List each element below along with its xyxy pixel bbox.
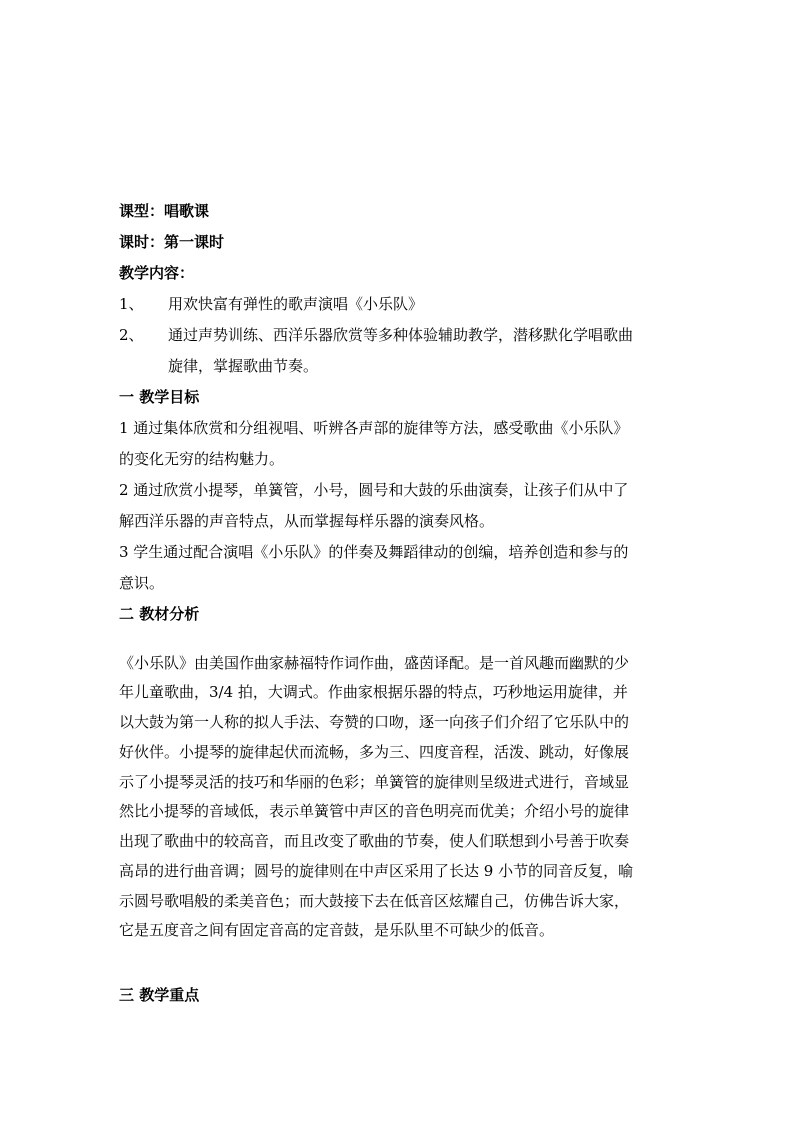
lesson-type: 课型：唱歌课 — [119, 202, 210, 220]
objective-1-line-2: 的变化无穷的结构魅力。 — [119, 450, 285, 468]
section-2-title: 二 教材分析 — [119, 605, 200, 623]
content-item-1-text: 用欢快富有弹性的歌声演唱《小乐队》 — [168, 295, 424, 313]
content-label: 教学内容： — [119, 264, 195, 282]
objective-3-line-1: 3 学生通过配合演唱《小乐队》的伴奏及舞蹈律动的创编，培养创造和参与的 — [119, 543, 629, 561]
analysis-line-8: 高昂的进行曲音调；圆号的旋律则在中声区采用了长达 9 小节的同音反复，喻 — [119, 862, 634, 880]
analysis-line-4: 好伙伴。小提琴的旋律起伏而流畅，多为三、四度音程，活泼、跳动，好像展 — [119, 743, 630, 761]
content-item-1-number: 1、 — [119, 295, 144, 313]
section-1-title: 一 教学目标 — [119, 388, 200, 406]
section-3-title: 三 教学重点 — [119, 986, 200, 1004]
objective-2-line-1: 2 通过欣赏小提琴，单簧管，小号，圆号和大鼓的乐曲演奏，让孩子们从中了 — [119, 481, 629, 499]
content-item-2-text-line-2: 旋律，掌握歌曲节奏。 — [168, 357, 319, 375]
content-item-2-text-line-1: 通过声势训练、西洋乐器欣赏等多种体验辅助教学，潜移默化学唱歌曲 — [168, 326, 634, 344]
analysis-line-10: 它是五度音之间有固定音高的定音鼓，是乐队里不可缺少的低音。 — [119, 921, 555, 939]
objective-3-line-2: 意识。 — [119, 574, 165, 592]
objective-2-line-2: 解西洋乐器的声音特点，从而掌握每样乐器的演奏风格。 — [119, 512, 495, 530]
content-item-2-number: 2、 — [119, 326, 144, 344]
analysis-line-9: 示圆号歌唱般的柔美音色；而大鼓接下去在低音区炫耀自己，仿佛告诉大家， — [119, 892, 630, 910]
analysis-line-6: 然比小提琴的音域低，表示单簧管中声区的音色明亮而优美；介绍小号的旋律 — [119, 802, 630, 820]
analysis-line-3: 以大鼓为第一人称的拟人手法、夸赞的口吻，逐一向孩子们介绍了它乐队中的 — [119, 713, 630, 731]
objective-1-line-1: 1 通过集体欣赏和分组视唱、听辨各声部的旋律等方法，感受歌曲《小乐队》 — [119, 419, 629, 437]
analysis-line-1: 《小乐队》由美国作曲家赫福特作词作曲，盛茵译配。是一首风趣而幽默的少 — [119, 654, 630, 672]
lesson-hours: 课时：第一课时 — [119, 233, 225, 251]
analysis-line-7: 出现了歌曲中的较高音，而且改变了歌曲的节奏，使人们联想到小号善于吹奏 — [119, 832, 630, 850]
analysis-line-5: 示了小提琴灵活的技巧和华丽的色彩；单簧管的旋律则呈级进式进行，音域显 — [119, 773, 630, 791]
analysis-line-2: 年儿童歌曲，3/4 拍，大调式。作曲家根据乐器的特点，巧秒地运用旋律，并 — [119, 683, 628, 701]
